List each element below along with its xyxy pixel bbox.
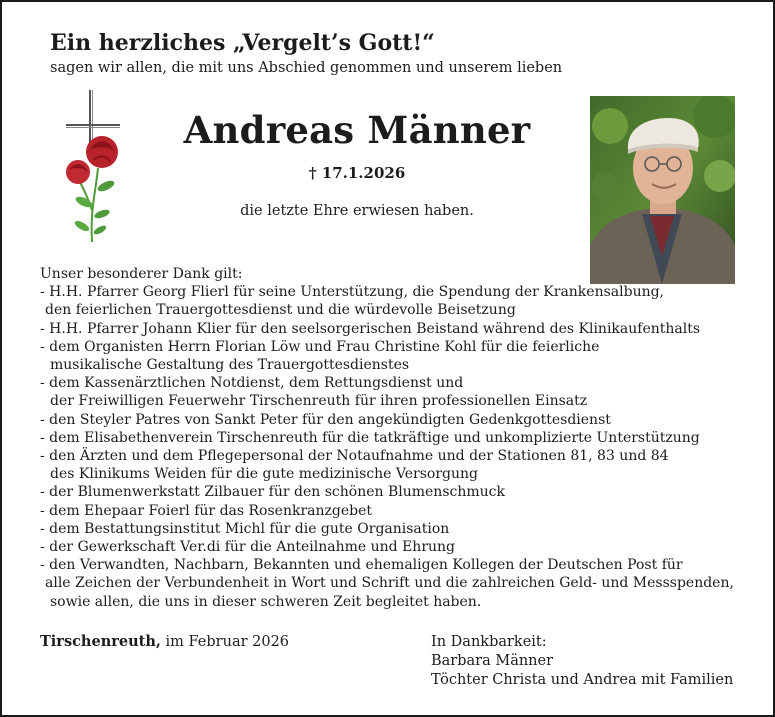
headline: Ein herzliches „Vergelt’s Gott!“ — [50, 30, 435, 56]
portrait-photo — [590, 96, 735, 284]
thanks-line: - dem Organisten Herrn Florian Löw und Frau Christine Kohl für die feierliche — [40, 338, 600, 355]
thanks-section — [40, 265, 734, 611]
thanks-line: - den Ärzten und dem Pflegepersonal der Notaufnahme und der Stationen 81, 83 und 84 — [40, 448, 669, 465]
thanks-line: alle Zeichen der Verbundenheit in Wort und Schrift und die zahlreichen Geld- und Messspenden, — [45, 575, 734, 592]
thanks-line: musikalische Gestaltung des Trauergottesdienstes — [50, 357, 410, 374]
thanks-line: - den Verwandten, Nachbarn, Bekannten und ehemaligen Kollegen der Deutschen Post für — [40, 557, 683, 574]
thanks-line: der Freiwilligen Feuerwehr Tirschenreuth für ihren professionellen Einsatz — [50, 393, 588, 410]
thanks-intro: Unser besonderer Dank gilt: — [40, 266, 243, 282]
thanks-line: - der Gewerkschaft Ver.di für die Anteilnahme und Ehrung — [40, 539, 456, 556]
thanks-line: - H.H. Pfarrer Georg Flierl für seine Unterstützung, die Spendung der Krankensalbung, — [40, 284, 665, 301]
thanks-line: - dem Ehepaar Foierl für das Rosenkranzgebet — [40, 502, 373, 519]
signoff: In Dankbarkeit: — [431, 634, 547, 650]
place-date — [40, 633, 289, 650]
signature-block — [431, 633, 733, 690]
cross-with-roses-icon — [60, 90, 132, 244]
thanks-line: - H.H. Pfarrer Johann Klier für den seelsorgerischen Beistand während des Klinikaufenthalts — [40, 320, 701, 337]
thanks-line: - dem Kassenärztlichen Notdienst, dem Rettungsdienst und — [40, 375, 464, 392]
thanks-line: - dem Elisabethenverein Tirschenreuth für die tatkräftige und unkomplizierte Unterstützung — [40, 429, 700, 446]
thanks-line: - dem Bestattungsinstitut Michl für die gute Organisation — [40, 520, 450, 537]
thanks-line: sowie allen, die uns in dieser schweren Zeit begleitet haben. — [50, 593, 482, 610]
thanks-line: des Klinikums Weiden für die gute medizinische Versorgung — [50, 466, 478, 483]
signer: Barbara Männer — [431, 653, 554, 669]
thanks-line: - den Steyler Patres von Sankt Peter für den angekündigten Gedenkgottesdienst — [40, 411, 611, 428]
subline: sagen wir allen, die mit uns Abschied genommen und unserem lieben — [50, 60, 563, 76]
thanks-line: - der Blumenwerkstatt Zilbauer für den schönen Blumenschmuck — [40, 484, 505, 501]
place-name: Tirschenreuth, — [40, 633, 161, 650]
signer: Töchter Christa und Andrea mit Familien — [431, 672, 734, 688]
death-date: † 17.1.2026 — [308, 164, 406, 182]
deceased-name: Andreas Männer — [183, 108, 531, 152]
honor-line: die letzte Ehre erwiesen haben. — [240, 203, 474, 219]
thanks-line: den feierlichen Trauergottesdienst und die würdevolle Beisetzung — [45, 302, 516, 319]
notice-date: im Februar 2026 — [160, 634, 290, 650]
